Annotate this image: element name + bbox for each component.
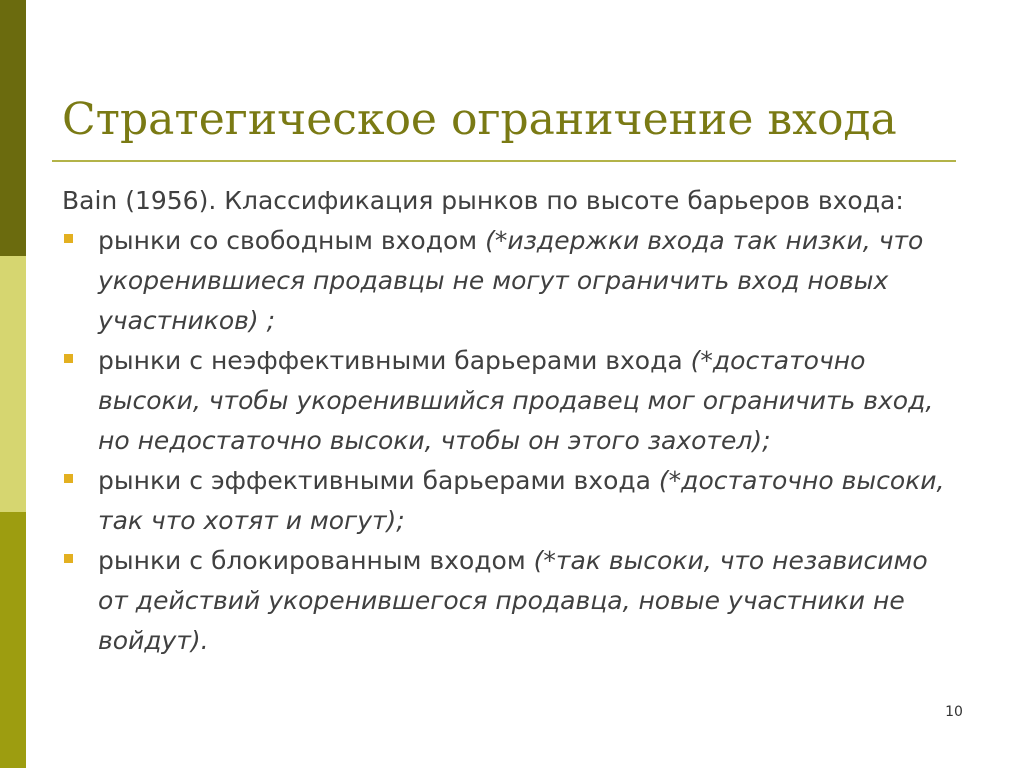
list-item — [62, 461, 962, 541]
side-bar-middle — [0, 256, 26, 512]
bullet-note-text: (*так высоки, что независимо от действий укоренившегося продавца, новые участники не войдут). — [98, 546, 928, 655]
list-item — [62, 341, 962, 461]
side-bar-top — [0, 0, 26, 256]
square-bullet-icon — [64, 234, 73, 243]
page-number: 10 — [945, 704, 963, 720]
side-bar-bottom — [0, 512, 26, 768]
list-item — [62, 221, 962, 341]
bullet-main-text: рынки с неэффективными барьерами входа — [98, 346, 691, 375]
bullet-main-text: рынки с эффективными барьерами входа — [98, 466, 659, 495]
square-bullet-icon — [64, 354, 73, 363]
square-bullet-icon — [64, 554, 73, 563]
bullet-main-text: рынки со свободным входом — [98, 226, 486, 255]
slide-title: Стратегическое ограничение входа — [62, 94, 897, 145]
square-bullet-icon — [64, 474, 73, 483]
bullet-list — [62, 221, 962, 661]
intro-text: Bain (1956). Классификация рынков по высоте барьеров входа: — [62, 186, 904, 215]
bullet-note-text: (*достаточно высоки, чтобы укоренившийся продавец мог ограничить вход, но недостаточно высоки, чтобы он этого захотел); — [98, 346, 934, 455]
bullet-note-text: (*достаточно высоки, так что хотят и могут); — [98, 466, 945, 535]
list-item — [62, 541, 962, 661]
bullet-note-text: (*издержки входа так низки, что укоренившиеся продавцы не могут ограничить вход новых участников) ; — [98, 226, 924, 335]
title-divider — [52, 160, 956, 162]
bullet-main-text: рынки с блокированным входом — [98, 546, 534, 575]
slide-content — [62, 181, 962, 661]
